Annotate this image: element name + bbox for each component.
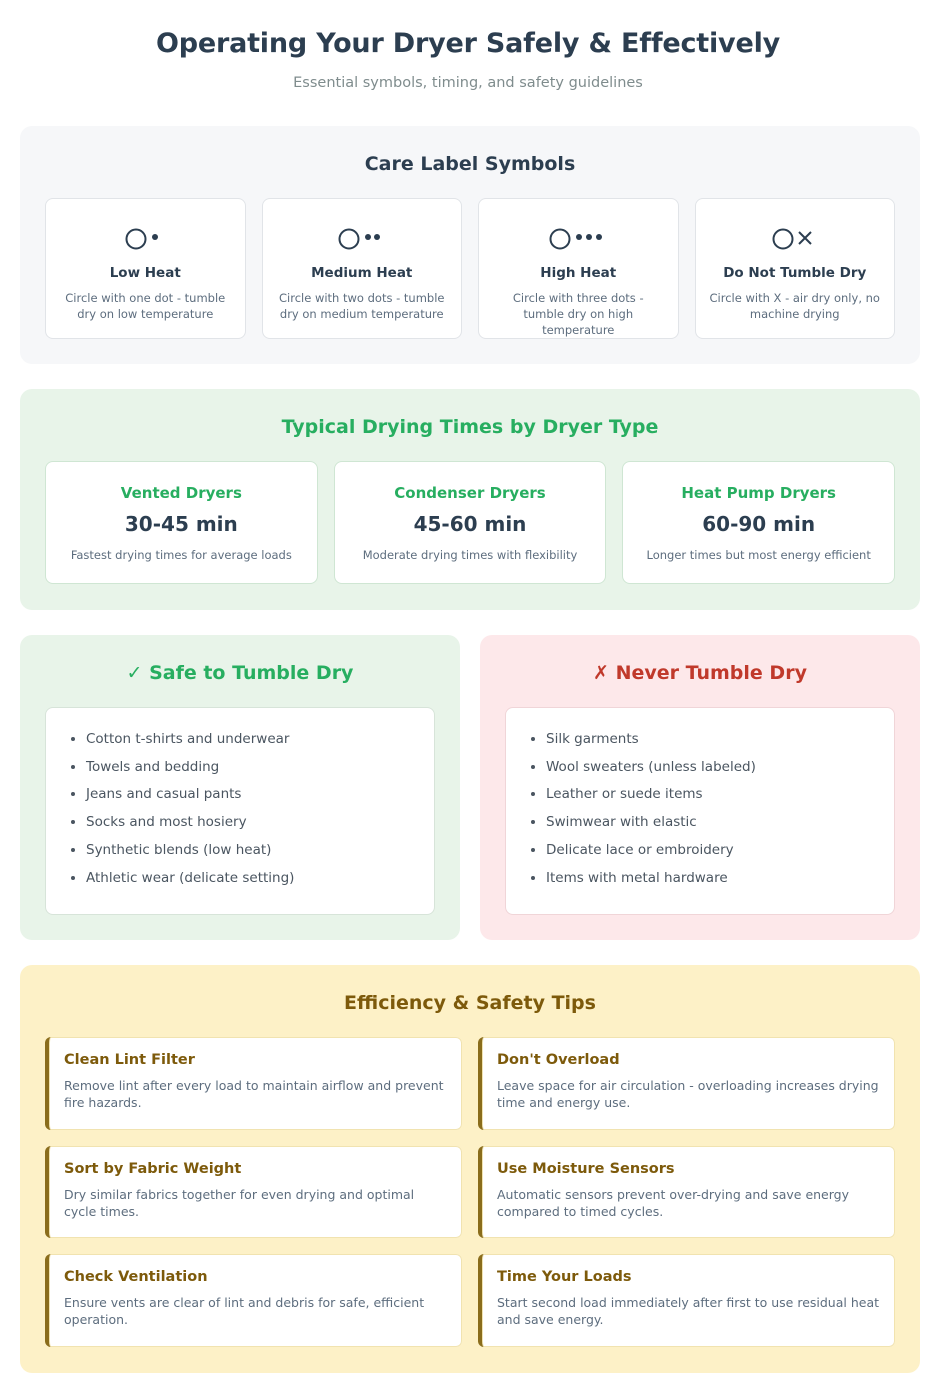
list-item: • Jeans and casual pants [86, 781, 414, 809]
drying-times-section [20, 389, 920, 610]
symbol-desc: Circle with three dots - tumble dry on high temperature [512, 291, 644, 337]
time-card-heat-pump [622, 461, 895, 584]
care-label-section [20, 126, 920, 364]
list-item: • Wool sweaters (unless labeled) [546, 754, 874, 782]
time-card-vented [45, 461, 318, 584]
tip-title: Use Moisture Sensors [497, 1161, 675, 1177]
never-list-card [505, 707, 895, 915]
circle-one-dot-icon [60, 223, 231, 255]
tip-desc: Automatic sensors prevent over-drying and save energy compared to timed cycles. [497, 1187, 850, 1219]
tip-title: Don't Overload [497, 1052, 620, 1068]
safe-list-card [45, 707, 435, 915]
symbol-desc: Circle with two dots - tumble dry on medium temperature [279, 291, 445, 321]
tip-title: Check Ventilation [64, 1269, 208, 1285]
dryer-type-name: Vented Dryers [120, 484, 242, 502]
tips-section [20, 965, 920, 1373]
dryer-time-value: 60-90 min [702, 512, 816, 536]
list-item: • Cotton t-shirts and underwear [86, 726, 414, 754]
list-item: • Delicate lace or embroidery [546, 837, 874, 865]
tip-desc: Dry similar fabrics together for even drying and optimal cycle times. [64, 1187, 415, 1219]
tip-card [478, 1037, 895, 1130]
dryer-time-value: 30-45 min [124, 512, 238, 536]
list-item: • Leather or suede items [546, 781, 874, 809]
time-card-condenser [334, 461, 607, 584]
symbol-card-do-not-tumble [695, 198, 896, 339]
symbol-name: Do Not Tumble Dry [723, 265, 867, 281]
circle-two-dots-icon [277, 223, 448, 255]
never-list [546, 726, 874, 892]
dryer-type-name: Heat Pump Dryers [681, 484, 836, 502]
care-label-title: Care Label Symbols [364, 153, 576, 175]
list-item: • Socks and most hosiery [86, 809, 414, 837]
dryer-type-name: Condenser Dryers [394, 484, 546, 502]
symbol-desc: Circle with one dot - tumble dry on low temperature [65, 291, 226, 321]
symbol-card-low-heat [45, 198, 246, 339]
list-item: • Synthetic blends (low heat) [86, 837, 414, 865]
page-title: Operating Your Dryer Safely & Effectively [155, 28, 781, 59]
list-item: • Silk garments [546, 726, 874, 754]
list-item: • Towels and bedding [86, 754, 414, 782]
tip-title: Sort by Fabric Weight [64, 1161, 242, 1177]
symbol-name: High Heat [540, 265, 617, 281]
tip-card [45, 1254, 462, 1347]
safe-list [86, 726, 414, 892]
dryer-time-value: 45-60 min [413, 512, 527, 536]
symbol-name: Low Heat [109, 265, 181, 281]
tip-card [478, 1254, 895, 1347]
symbol-card-medium-heat [262, 198, 463, 339]
tip-desc: Remove lint after every load to maintain airflow and prevent fire hazards. [64, 1078, 444, 1110]
page-subtitle: Essential symbols, timing, and safety guidelines [293, 75, 643, 91]
symbol-name: Medium Heat [311, 265, 413, 281]
list-item: • Athletic wear (delicate setting) [86, 865, 414, 893]
tip-title: Time Your Loads [497, 1269, 632, 1285]
tip-title: Clean Lint Filter [64, 1052, 195, 1068]
tip-card [45, 1146, 462, 1238]
symbol-desc: Circle with X - air dry only, no machine drying [709, 291, 880, 321]
never-tumble-section [480, 635, 920, 940]
circle-x-icon [710, 223, 881, 255]
list-item: • Items with metal hardware [546, 865, 874, 893]
tip-card [478, 1146, 895, 1238]
safe-title: ✓ Safe to Tumble Dry [126, 662, 354, 684]
tip-desc: Start second load immediately after first to use residual heat and save energy. [497, 1295, 880, 1327]
symbol-card-high-heat [478, 198, 679, 339]
safe-to-tumble-section [20, 635, 460, 940]
tip-desc: Ensure vents are clear of lint and debris for safe, efficient operation. [64, 1295, 425, 1327]
tip-card [45, 1037, 462, 1130]
dryer-time-desc: Longer times but most energy efficient [646, 548, 871, 562]
drying-times-title: Typical Drying Times by Dryer Type [281, 416, 659, 438]
page-header [0, 0, 936, 126]
dryer-time-desc: Fastest drying times for average loads [70, 548, 292, 562]
circle-three-dots-icon [493, 223, 664, 255]
never-title: ✗ Never Tumble Dry [593, 662, 807, 684]
tips-title: Efficiency & Safety Tips [344, 992, 596, 1014]
tip-desc: Leave space for air circulation - overloading increases drying time and energy use. [497, 1078, 879, 1110]
list-item: • Swimwear with elastic [546, 809, 874, 837]
dryer-time-desc: Moderate drying times with flexibility [362, 548, 578, 562]
